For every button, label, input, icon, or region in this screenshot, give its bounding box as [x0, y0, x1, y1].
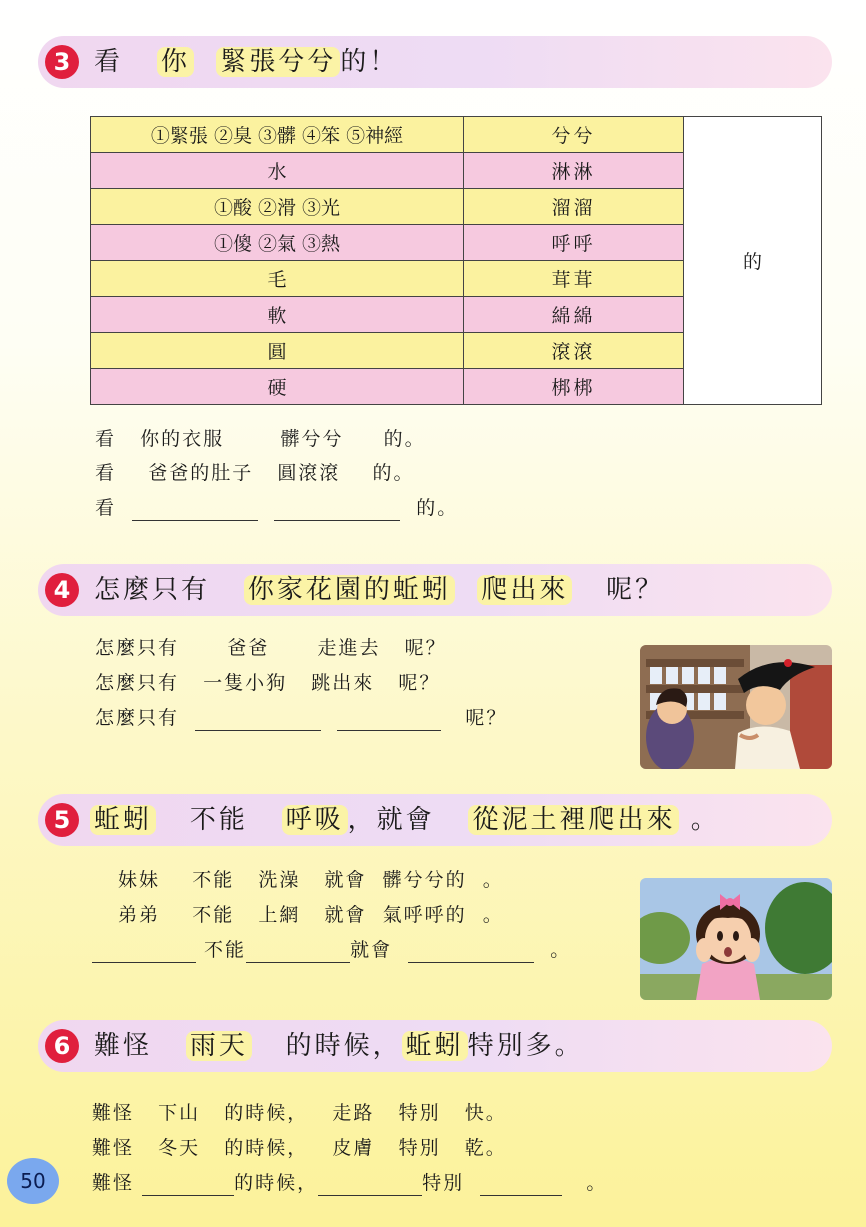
example-line: [92, 1100, 507, 1126]
example-word: 就會: [324, 904, 367, 926]
example-word: 特別: [422, 1172, 465, 1194]
page-number-badge: 50: [7, 1158, 59, 1204]
example-word: 爸爸: [227, 637, 270, 659]
example-word: 看: [95, 428, 117, 450]
section-number-badge: 5: [45, 803, 79, 837]
section-4-heading: [94, 570, 664, 610]
word-table-suffix-cell: 淋淋: [464, 153, 684, 189]
example-line: [92, 1170, 607, 1196]
heading-highlight: 雨天: [186, 1031, 252, 1061]
heading-part: 看: [94, 47, 124, 77]
example-line: [118, 902, 504, 928]
word-table-left-cell: 圓: [91, 333, 464, 369]
example-line: [95, 426, 426, 452]
example-word: 髒兮兮: [280, 428, 344, 450]
example-word: 的。: [416, 497, 459, 519]
girl-illustration: [640, 878, 832, 1000]
example-word: 難怪: [92, 1137, 135, 1159]
word-table-suffix-cell: 溜溜: [464, 189, 684, 225]
section-4-banner: [38, 564, 832, 616]
section-6-heading: [94, 1026, 584, 1066]
example-word: 難怪: [92, 1172, 135, 1194]
word-table-suffix-cell: 綿綿: [464, 297, 684, 333]
example-line: [95, 635, 447, 661]
word-table-left-cell: 硬: [91, 369, 464, 405]
fill-blank[interactable]: [318, 1175, 422, 1196]
example-word: 的時候，: [224, 1137, 309, 1159]
shop-scene-illustration: [640, 645, 832, 769]
example-word: 的時候，: [234, 1172, 319, 1194]
word-table-left-cell: ①傻 ②氣 ③熱: [91, 225, 464, 261]
example-word: 爸爸的肚子: [148, 462, 254, 484]
fill-blank[interactable]: [480, 1175, 562, 1196]
example-word: 的。: [383, 428, 426, 450]
example-word: 的。: [372, 462, 415, 484]
example-word: 怎麼只有: [95, 672, 180, 694]
heading-highlight: 你: [157, 47, 194, 77]
heading-highlight: 緊張兮兮: [216, 47, 340, 77]
fill-blank[interactable]: [132, 500, 258, 521]
example-word: 難怪: [92, 1102, 135, 1124]
word-table-left-cell: 毛: [91, 261, 464, 297]
example-word: 呢？: [404, 637, 447, 659]
heading-part: 的時候，: [285, 1031, 402, 1061]
section-5-heading: [90, 800, 720, 840]
example-line: [92, 937, 571, 963]
example-word: 特別: [398, 1137, 441, 1159]
example-word: 走路: [332, 1102, 375, 1124]
example-word: 你的衣服: [140, 428, 225, 450]
example-word: 下山: [158, 1102, 201, 1124]
section-3-heading: [94, 42, 398, 82]
example-word: 弟弟: [118, 904, 161, 926]
example-word: 走進去: [317, 637, 381, 659]
heading-part: 難怪: [94, 1031, 153, 1061]
example-word: 呢？: [465, 707, 508, 729]
example-word: 乾。: [464, 1137, 507, 1159]
example-word: 。: [482, 904, 504, 926]
word-table-left-cell: 水: [91, 153, 464, 189]
example-word: 就會: [324, 869, 367, 891]
example-word: 看: [95, 497, 117, 519]
example-word: 跳出來: [311, 672, 375, 694]
example-word: 上網: [258, 904, 301, 926]
word-table-right-cell: 的: [684, 117, 822, 405]
section-6-banner: [38, 1020, 832, 1072]
example-word: 。: [482, 869, 504, 891]
heading-highlight: 蚯蚓: [402, 1031, 468, 1061]
fill-blank[interactable]: [274, 500, 400, 521]
heading-part: 不能: [189, 805, 248, 835]
word-table-row: [91, 117, 822, 153]
example-word: 妹妹: [118, 869, 161, 891]
word-table-left-cell: ①緊張 ②臭 ③髒 ④笨 ⑤神經: [91, 117, 464, 153]
example-word: 特別: [398, 1102, 441, 1124]
heading-part: 特別多。: [467, 1031, 584, 1061]
example-word: 氣呼呼的: [382, 904, 467, 926]
example-word: 呢？: [398, 672, 441, 694]
example-word: 不能: [192, 869, 235, 891]
word-table-left-cell: 軟: [91, 297, 464, 333]
fill-blank[interactable]: [195, 710, 321, 731]
example-word: 髒兮兮的: [382, 869, 467, 891]
word-table-left-cell: ①酸 ②滑 ③光: [91, 189, 464, 225]
example-line: [95, 705, 507, 731]
example-word: 的時候，: [224, 1102, 309, 1124]
word-table-suffix-cell: 呼呼: [464, 225, 684, 261]
example-word: 怎麼只有: [95, 707, 180, 729]
fill-blank[interactable]: [246, 942, 350, 963]
section-number-badge: 3: [45, 45, 79, 79]
heading-part: ，就會: [347, 805, 435, 835]
example-word: 看: [95, 462, 117, 484]
heading-highlight: 蚯蚓: [90, 805, 156, 835]
heading-highlight: 爬出來: [477, 575, 572, 605]
heading-part: 。: [690, 805, 720, 835]
fill-blank[interactable]: [408, 942, 534, 963]
example-word: 不能: [204, 939, 247, 961]
example-word: 就會: [350, 939, 393, 961]
example-line: [92, 1135, 507, 1161]
heading-highlight: 你家花園的蚯蚓: [244, 575, 455, 605]
example-word: 怎麼只有: [95, 637, 180, 659]
example-word: 圓滾滾: [277, 462, 341, 484]
section-3-banner: [38, 36, 832, 88]
example-word: 皮膚: [332, 1137, 375, 1159]
word-table-suffix-cell: 梆梆: [464, 369, 684, 405]
heading-part: 的！: [340, 47, 399, 77]
heading-highlight: 呼吸: [282, 805, 348, 835]
example-word: 不能: [192, 904, 235, 926]
example-word: 洗澡: [258, 869, 301, 891]
fill-blank[interactable]: [142, 1175, 234, 1196]
example-line: [95, 495, 458, 521]
example-word: 快。: [464, 1102, 507, 1124]
section-number-badge: 4: [45, 573, 79, 607]
example-line: [118, 867, 504, 893]
section-5-banner: [38, 794, 832, 846]
example-line: [95, 670, 440, 696]
word-table: [90, 116, 822, 405]
word-table-suffix-cell: 茸茸: [464, 261, 684, 297]
heading-part: 怎麼只有: [94, 575, 211, 605]
heading-highlight: 從泥土裡爬出來: [468, 805, 679, 835]
fill-blank[interactable]: [92, 942, 196, 963]
example-word: 一隻小狗: [203, 672, 288, 694]
word-table-suffix-cell: 兮兮: [464, 117, 684, 153]
word-table-suffix-cell: 滾滾: [464, 333, 684, 369]
example-word: 。: [550, 939, 572, 961]
example-word: 。: [586, 1172, 608, 1194]
section-number-badge: 6: [45, 1029, 79, 1063]
heading-part: 呢？: [606, 575, 665, 605]
fill-blank[interactable]: [337, 710, 441, 731]
example-word: 冬天: [158, 1137, 201, 1159]
example-line: [95, 460, 415, 486]
